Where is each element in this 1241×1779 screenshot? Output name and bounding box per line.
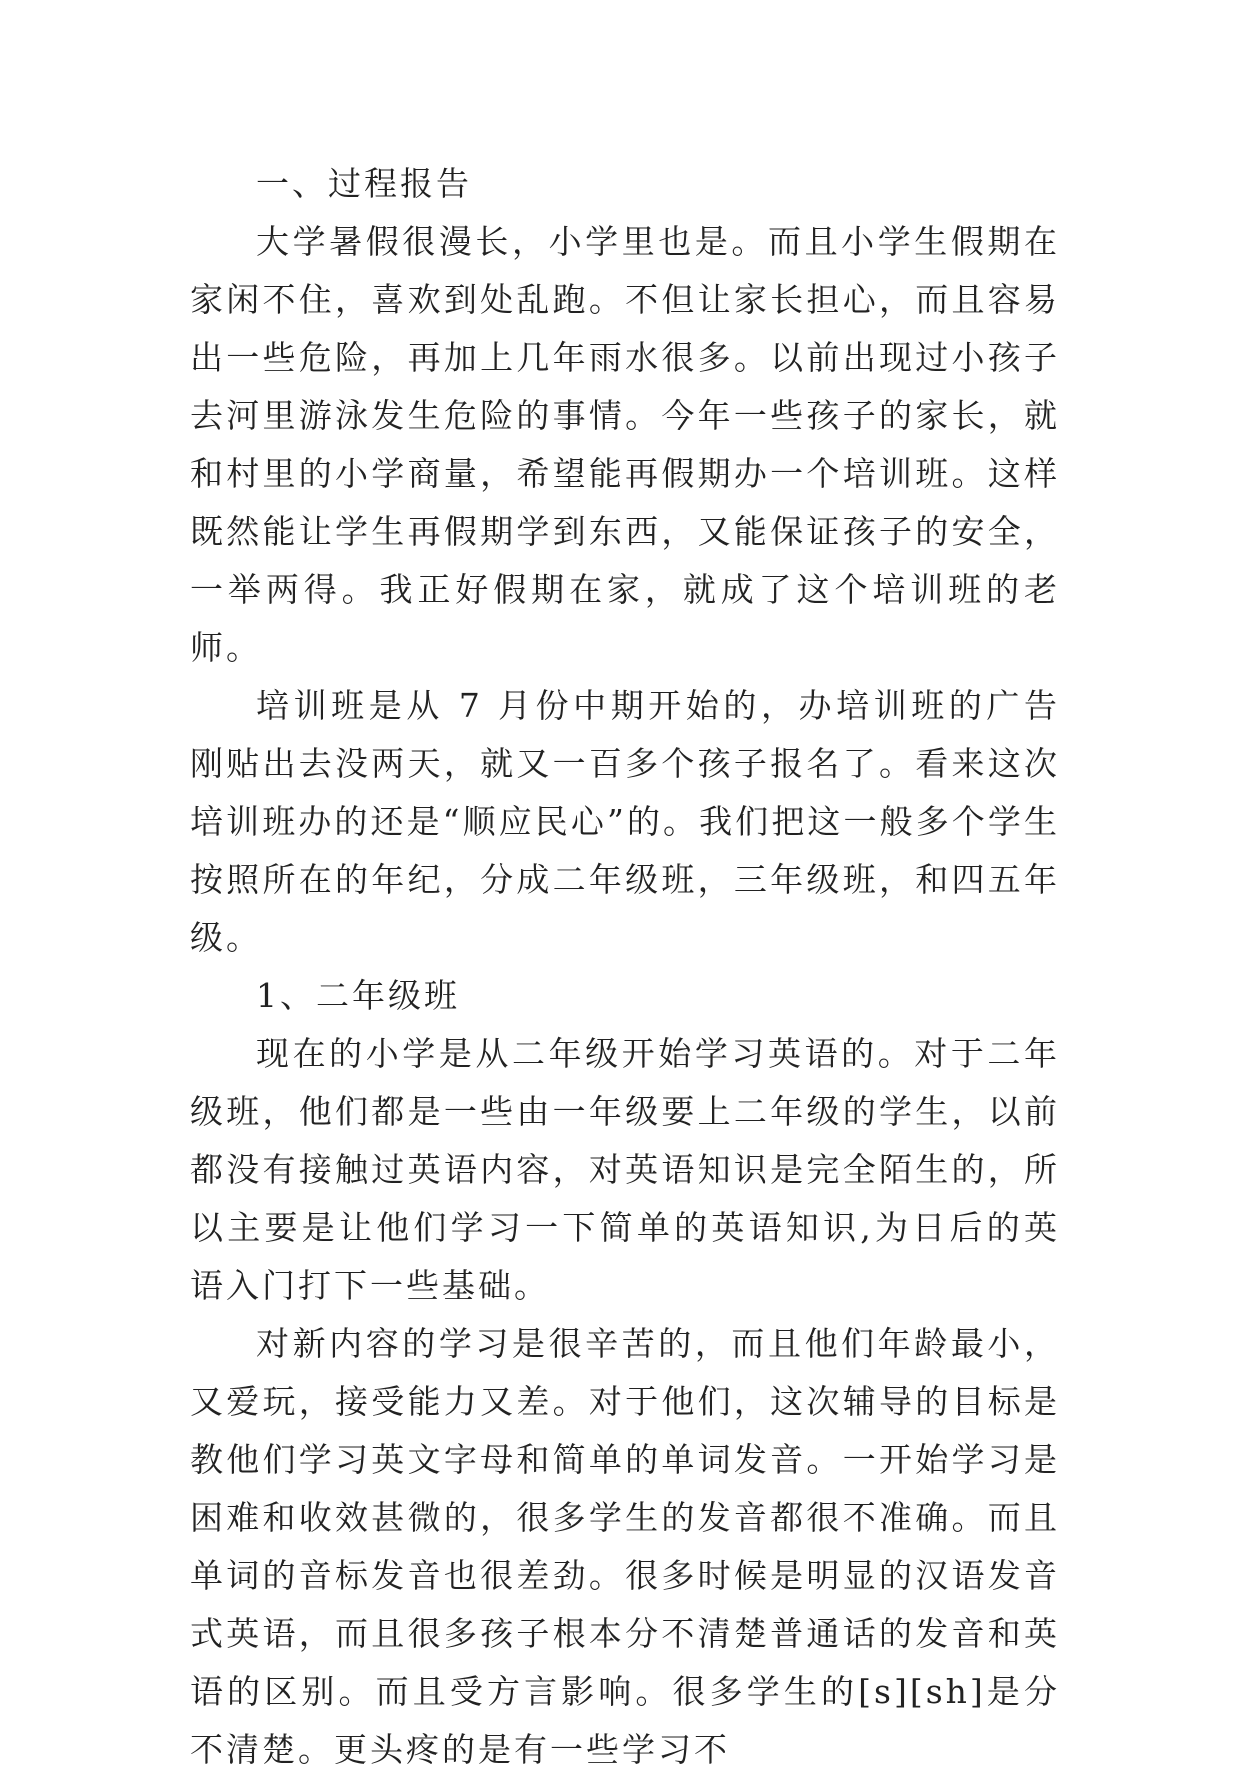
paragraph-background: 大学暑假很漫长，小学里也是。而且小学生假期在家闲不住，喜欢到处乱跑。不但让家长担心，而且容易出一些危险，再加上几年雨水很多。以前出现过小孩子去河里游泳发生危险的事情。今年一些孩子的家长，就和村里的小学商量，希望能再假期办一个培训班。这样既然能让学生再假期学到东西，又能保证孩子的安全，一举两得。我正好假期在家，就成了这个培训班的老师。 <box>190 222 1060 667</box>
section-heading-grade-two: 1、二年级班 <box>256 976 460 1015</box>
paragraph-grade-two-intro: 现在的小学是从二年级开始学习英语的。对于二年级班，他们都是一些由一年级要上二年级的学生，以前都没有接触过英语内容，对英语知识是完全陌生的，所以主要是让他们学习一下简单的英语知识,为日后的英语入门打下一些基础。 <box>190 1034 1060 1305</box>
section-heading-process-report: 一、过程报告 <box>256 164 472 203</box>
document-body <box>190 155 1060 1779</box>
paragraph-class-setup: 培训班是从 7 月份中期开始的，办培训班的广告刚贴出去没两天，就又一百多个孩子报名了。看来这次培训班办的还是“顺应民心”的。我们把这一般多个学生按照所在的年纪，分成二年级班，三年级班，和四五年级。 <box>190 686 1060 957</box>
paragraph-grade-two-difficulties: 对新内容的学习是很辛苦的，而且他们年龄最小，又爱玩，接受能力又差。对于他们，这次辅导的目标是教他们学习英文字母和简单的单词发音。一开始学习是困难和收效甚微的，很多学生的发音都很不准确。而且单词的音标发音也很差劲。很多时候是明显的汉语发音式英语，而且很多孩子根本分不清楚普通话的发音和英语的区别。而且受方言影响。很多学生的[s][sh]是分不清楚。更头疼的是有一些学习不 <box>190 1324 1060 1769</box>
